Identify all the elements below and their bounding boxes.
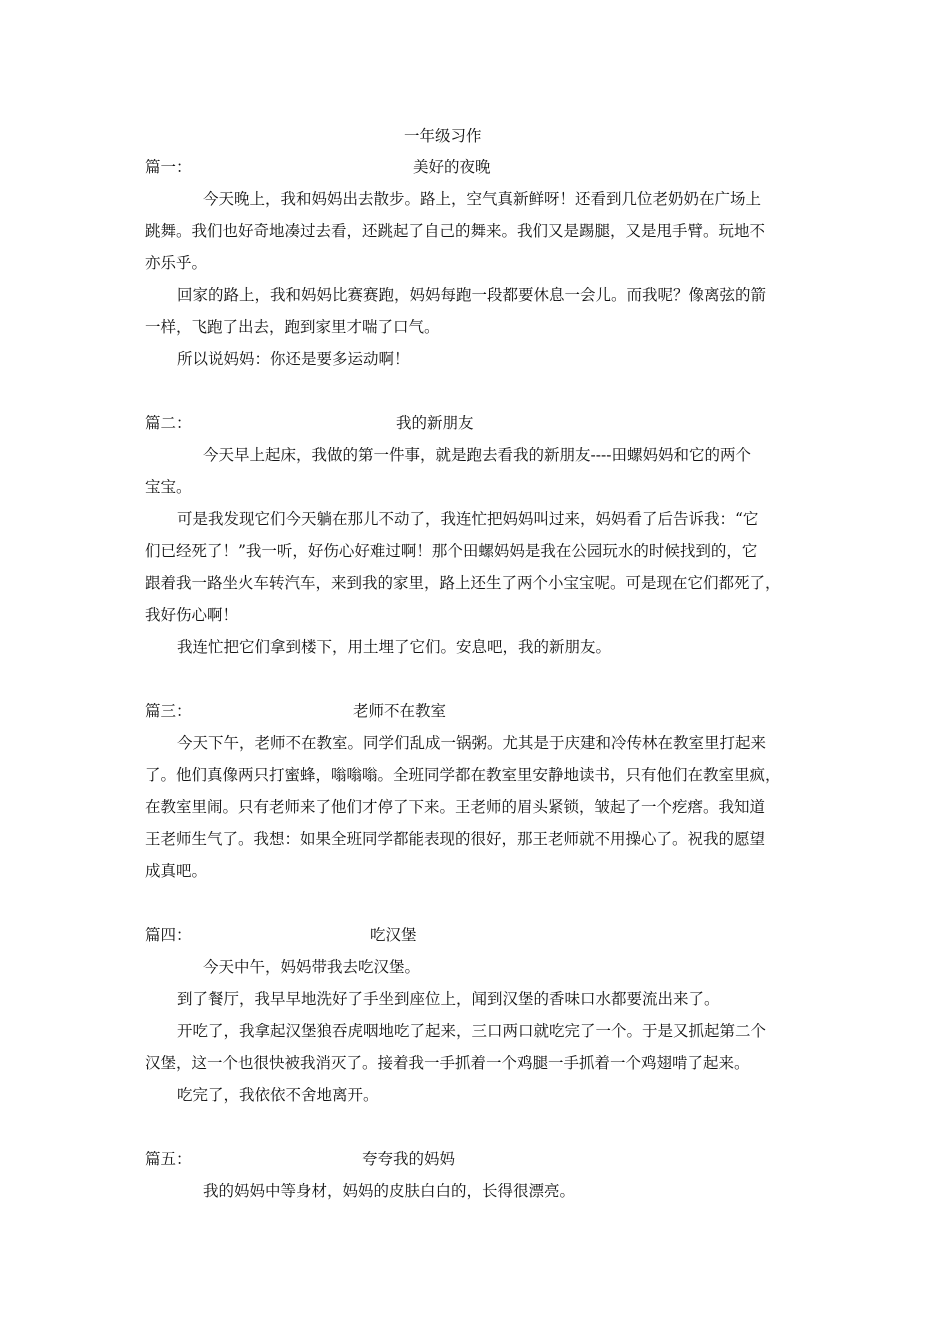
essay-3-line: 成真吧。 bbox=[145, 862, 208, 880]
essay-1-title: 美好的夜晚 bbox=[413, 158, 491, 176]
essay-2-line: 我连忙把它们拿到楼下，用土埋了它们。安息吧，我的新朋友。 bbox=[177, 638, 612, 656]
essay-2-line: 跟着我一路坐火车转汽车，来到我的家里，路上还生了两个小宝宝呢。可是现在它们都死了， bbox=[145, 574, 781, 592]
essay-1-line: 今天晚上，我和妈妈出去散步。路上，空气真新鲜呀！还看到几位老奶奶在广场上 bbox=[203, 190, 762, 208]
essay-5-title: 夸夸我的妈妈 bbox=[362, 1150, 456, 1168]
essay-1-line: 跳舞。我们也好奇地凑过去看，还跳起了自己的舞来。我们又是踢腿，又是甩手臂。玩地不 bbox=[145, 222, 766, 240]
essay-4-line: 今天中午，妈妈带我去吃汉堡。 bbox=[203, 958, 421, 976]
essay-1-line: 亦乐乎。 bbox=[145, 254, 208, 272]
essay-2-title: 我的新朋友 bbox=[396, 414, 474, 432]
essay-5-label: 篇五： bbox=[145, 1150, 192, 1168]
essay-1-line: 回家的路上，我和妈妈比赛赛跑，妈妈每跑一段都要休息一会儿。而我呢？像离弦的箭 bbox=[177, 286, 767, 304]
essay-3-label: 篇三： bbox=[145, 702, 192, 720]
essay-2-line: 宝宝。 bbox=[145, 478, 192, 496]
essay-2-line: 我好伤心啊！ bbox=[145, 606, 239, 624]
essay-3-title: 老师不在教室 bbox=[353, 702, 447, 720]
essay-2-line: 们已经死了！”我一听，好伤心好难过啊！那个田螺妈妈是我在公园玩水的时候找到的，它 bbox=[145, 542, 758, 560]
essay-4-line: 到了餐厅，我早早地洗好了手坐到座位上，闻到汉堡的香味口水都要流出来了。 bbox=[177, 990, 720, 1008]
essay-3-line: 了。他们真像两只打蜜蜂，嗡嗡嗡。全班同学都在教室里安静地读书，只有他们在教室里疯， bbox=[145, 766, 781, 784]
essay-1-line: 所以说妈妈：你还是要多运动啊！ bbox=[177, 350, 410, 368]
document-title: 一年级习作 bbox=[404, 127, 482, 145]
essay-4-line: 吃完了，我依依不舍地离开。 bbox=[177, 1086, 379, 1104]
essay-4-title: 吃汉堡 bbox=[370, 926, 417, 944]
essay-2-line: 今天早上起床，我做的第一件事，就是跑去看我的新朋友----田螺妈妈和它的两个 bbox=[203, 446, 751, 464]
essay-3-line: 在教室里闹。只有老师来了他们才停了下来。王老师的眉头紧锁，皱起了一个疙瘩。我知道 bbox=[145, 798, 766, 816]
essay-3-line: 王老师生气了。我想：如果全班同学都能表现的很好，那王老师就不用操心了。祝我的愿望 bbox=[145, 830, 766, 848]
essay-4-line: 开吃了，我拿起汉堡狼吞虎咽地吃了起来，三口两口就吃完了一个。于是又抓起第二个 bbox=[177, 1022, 767, 1040]
essay-5-line: 我的妈妈中等身材，妈妈的皮肤白白的，长得很漂亮。 bbox=[203, 1182, 576, 1200]
essay-3-line: 今天下午，老师不在教室。同学们乱成一锅粥。尤其是于庆建和冷传林在教室里打起来 bbox=[177, 734, 767, 752]
essay-1-label: 篇一： bbox=[145, 158, 192, 176]
essay-2-label: 篇二： bbox=[145, 414, 192, 432]
essay-4-line: 汉堡，这一个也很快被我消灭了。接着我一手抓着一个鸡腿一手抓着一个鸡翅啃了起来。 bbox=[145, 1054, 750, 1072]
essay-2-line: 可是我发现它们今天躺在那儿不动了，我连忙把妈妈叫过来，妈妈看了后告诉我：“它 bbox=[177, 510, 759, 528]
essay-1-line: 一样，飞跑了出去，跑到家里才喘了口气。 bbox=[145, 318, 440, 336]
essay-4-label: 篇四： bbox=[145, 926, 192, 944]
